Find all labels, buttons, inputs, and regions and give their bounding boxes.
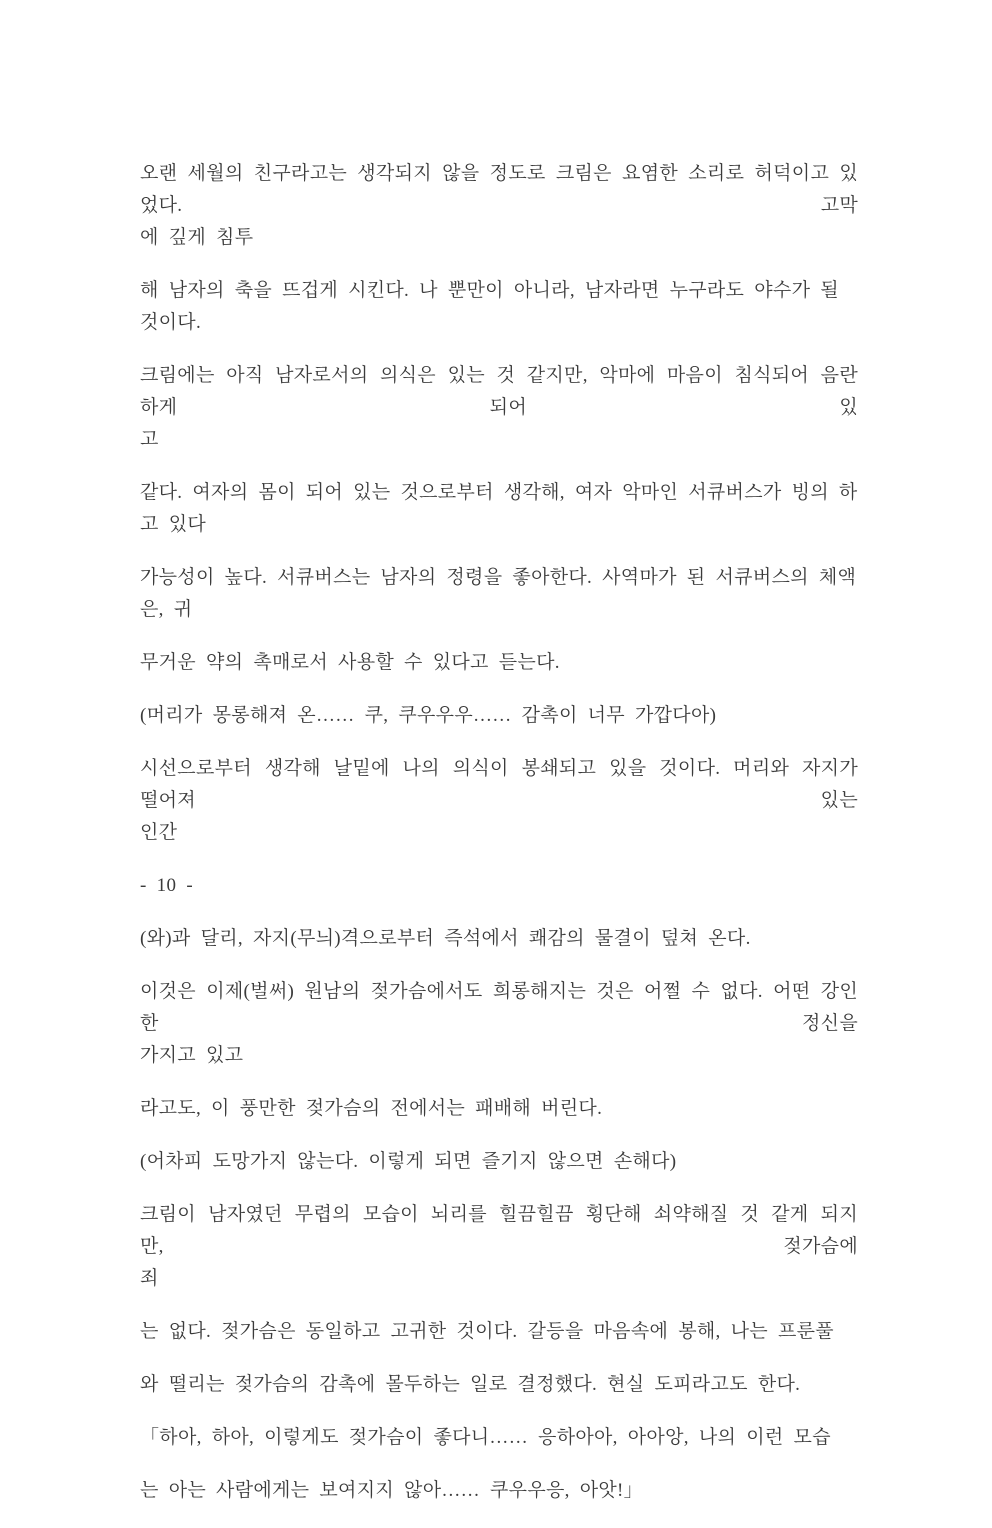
text-line: 죄 [140, 1268, 159, 1289]
text-line: (와)과 달리, 자지(무늬)격으로부터 즉석에서 쾌감의 물결이 덮쳐 온다. [140, 928, 751, 949]
text-line: 가지고 있고 [140, 1045, 244, 1066]
paragraph [140, 753, 858, 849]
paragraph [140, 1199, 858, 1295]
paragraph [140, 360, 858, 456]
text-line: 고 [140, 429, 159, 450]
paragraph [140, 1146, 858, 1178]
text-line: 무거운 약의 촉매로서 사용할 수 있다고 듣는다. [140, 652, 560, 673]
paragraph [140, 700, 858, 732]
text-line: 에 깊게 침투 [140, 227, 254, 248]
text-line: 시선으로부터 생각해 날밑에 나의 의식이 봉쇄되고 있을 것이다. 머리와 자지가 떨어져 있는 [140, 758, 858, 811]
text-line: 는 아는 사람에게는 보여지지 않아…… 쿠우우응, 아앗!」 [140, 1480, 643, 1501]
page-number [140, 870, 858, 902]
text-line: 라고도, 이 풍만한 젖가슴의 전에서는 패배해 버린다. [140, 1098, 603, 1119]
text-line: 가능성이 높다. 서큐버스는 남자의 정령을 좋아한다. 사역마가 된 서큐버스의 체액은, 귀 [140, 567, 857, 620]
text-line: (어차피 도망가지 않는다. 이렇게 되면 즐기지 않으면 손해다) [140, 1151, 677, 1172]
text-line: 이것은 이제(벌써) 원남의 젖가슴에서도 희롱해지는 것은 어쩔 수 없다. 어떤 강인한 정신을 [140, 981, 858, 1034]
text-line: 크림이 남자였던 무렵의 모습이 뇌리를 힐끔힐끔 횡단해 쇠약해질 것 같게 되지만, 젖가슴에 [140, 1204, 858, 1257]
text-line: 크림에는 아직 남자로서의 의식은 있는 것 같지만, 악마에 마음이 침식되어 음란하게 되어 있 [140, 365, 858, 418]
text-line: 같다. 여자의 몸이 되어 있는 것으로부터 생각해, 여자 악마인 서큐버스가 빙의 하고 있다 [140, 482, 858, 535]
paragraph [140, 158, 858, 254]
text-line: 인간 [140, 822, 178, 843]
paragraph [140, 1475, 858, 1507]
text-line: (머리가 몽롱해져 온…… 쿠, 쿠우우우…… 감촉이 너무 가깝다아) [140, 705, 717, 726]
paragraph [140, 923, 858, 955]
paragraph [140, 1422, 858, 1454]
paragraph [140, 562, 858, 626]
page-number-text: - 10 - [140, 875, 193, 896]
text-line: 「하아, 하아, 이렇게도 젖가슴이 좋다니…… 응하아아, 아아앙, 나의 이런 모습 [140, 1427, 831, 1448]
paragraph [140, 1369, 858, 1401]
text-line: 는 없다. 젖가슴은 동일하고 고귀한 것이다. 갈등을 마음속에 봉해, 나는 프룬풀 [140, 1321, 834, 1342]
text-line: 와 떨리는 젖가슴의 감촉에 몰두하는 일로 결정했다. 현실 도피라고도 한다. [140, 1374, 801, 1395]
paragraph [140, 976, 858, 1072]
document-text-area [140, 158, 858, 1528]
text-line: 해 남자의 축을 뜨겁게 시킨다. 나 뿐만이 아니라, 남자라면 누구라도 야수가 될 것이다. [140, 280, 839, 333]
paragraph [140, 477, 858, 541]
paragraph [140, 1316, 858, 1348]
text-line: 오랜 세월의 친구라고는 생각되지 않을 정도로 크림은 요염한 소리로 허덕이고 있었다. 고막 [140, 163, 858, 216]
paragraph [140, 275, 858, 339]
paragraph [140, 647, 858, 679]
paragraph [140, 1093, 858, 1125]
